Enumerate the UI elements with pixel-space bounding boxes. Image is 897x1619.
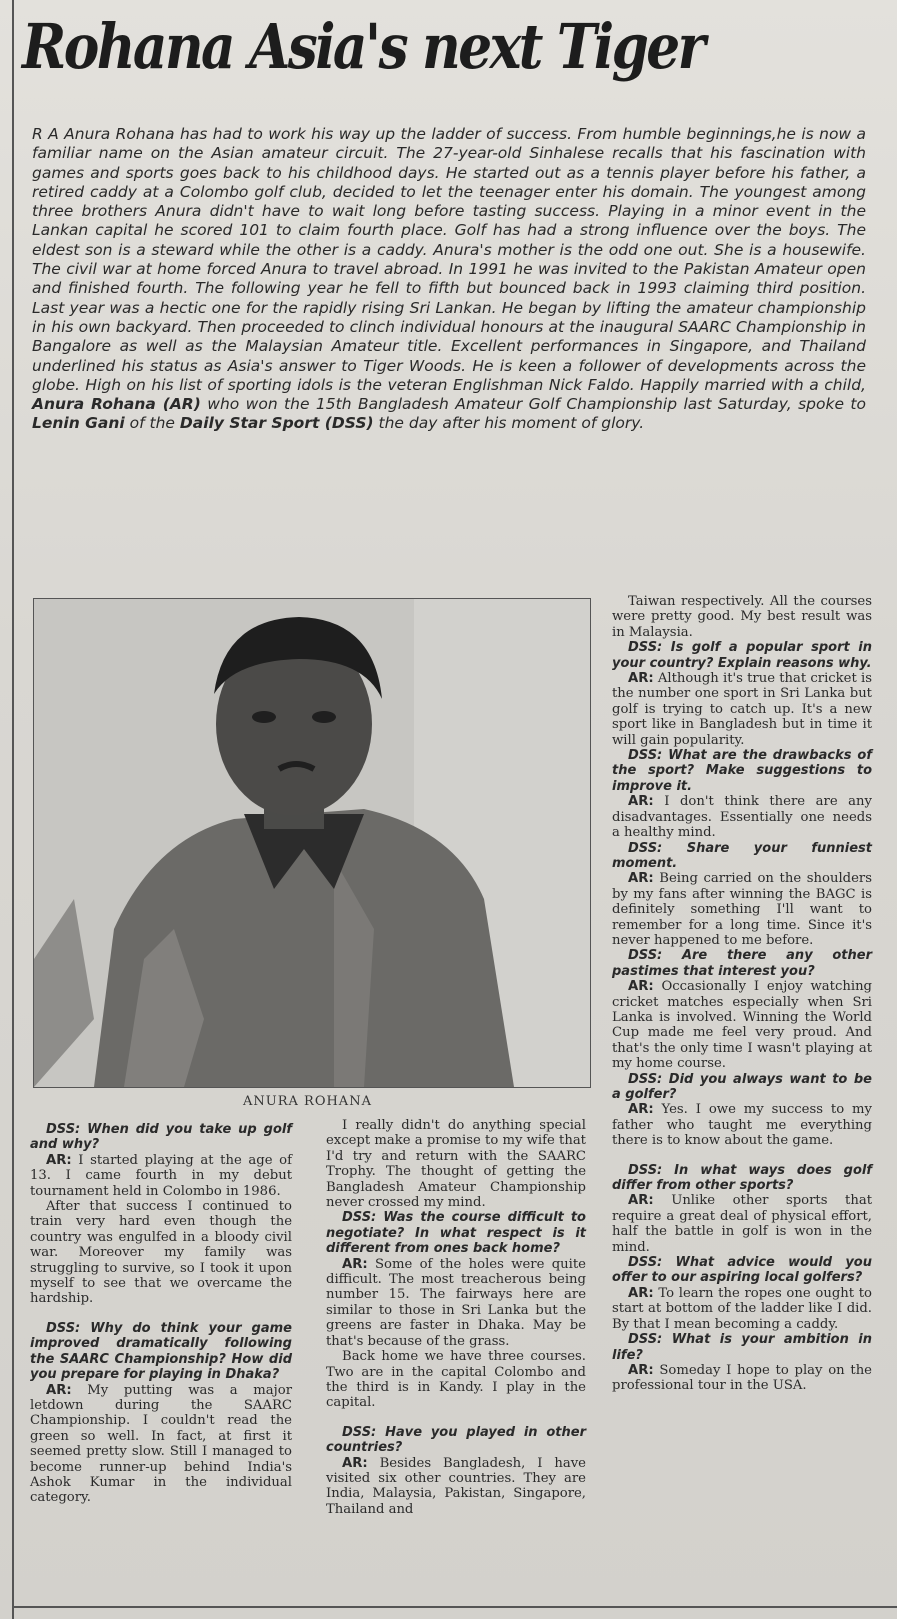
question: DSS: Are there any other pastimes that interest you? <box>612 948 872 979</box>
answer: AR: Someday I hope to play on the professional tour in the USA. <box>612 1362 872 1394</box>
question: DSS: Is golf a popular sport in your country? Explain reasons why. <box>612 640 872 671</box>
answer: AR: Occasionally I enjoy watching cricket matches especially when Sri Lanka is involved. Winning the World Cup made me feel very proud. And that's the only time I wasn't playing at my home course. <box>612 979 872 1072</box>
portrait-illustration <box>34 599 590 1087</box>
answer: AR: Being carried on the shoulders by my fans after winning the BAGC is definitely something I'll want to remember for a long time. Since it's never happened to me before. <box>612 871 872 948</box>
intro-paragraph: R A Anura Rohana has had to work his way up the ladder of success. From humble beginnings,he is now a familiar name on the Asian amateur circuit. The 27-year-old Sinhalese recalls that his fascination with games and sports goes back to his childhood days. He started out as a tennis player before his father, a retired caddy at a Colombo golf club, decided to let the teenager enter his domain. The youngest among three brothers Anura didn't have to wait long before tasting success. Playing in a minor event in the Lankan capital he scored 101 to claim fourth place. Golf has had a strong influence over the boys. The eldest son is a steward while the other is a caddy. Anura's mother is the odd one out. She is a housewife. The civil war at home forced Anura to travel abroad. In 1991 he was invited to the Pakistan Amateur open and finished fourth. The following year he fell to fifth but bounced back in 1993 claiming third position. Last year was a hectic one for the rapidly rising Sri Lankan. He began by lifting the amateur championship in his own backyard. Then proceeded to clinch individual honours at the inaugural SAARC Championship in Bangalore as well as the Malaysian Amateur title. Excellent performances in Singapore, and Thailand underlined his status as Asia's answer to Tiger Woods. He is keen a follower of developments across the globe. High on his list of sporting idols is the veteran Englishman Nick Faldo. Happily married with a child, Anura Rohana (AR) who won the 15th Bangladesh Amateur Golf Championship last Saturday, spoke to Lenin Gani of the Daily Star Sport (DSS) the day after his moment of glory. <box>32 125 866 433</box>
question: DSS: Why do think your game improved dramatically following the SAARC Championship? How did you prepare for playing in Dhaka? <box>30 1320 292 1383</box>
question: DSS: Was the course difficult to negotiate? In what respect is it different from ones back home? <box>326 1210 586 1257</box>
paragraph: Back home we have three courses. Two are in the capital Colombo and the third is in Kandy. I play in the capital. <box>326 1349 586 1411</box>
question: DSS: In what ways does golf differ from other sports? <box>612 1162 872 1194</box>
answer: AR: Besides Bangladesh, I have visited six other countries. They are India, Malaysia, Pakistan, Singapore, Thailand and <box>326 1455 586 1517</box>
bottom-rule <box>12 1606 897 1608</box>
article-column-1 <box>30 1122 292 1506</box>
question: DSS: What are the drawbacks of the sport? Make suggestions to improve it. <box>612 748 872 794</box>
article-column-3 <box>612 594 872 1394</box>
paragraph: After that success I continued to train very hard even though the country was engulfed in a bloody civil war. Moreover my family was struggling to survive, so I took it upon myself to see that we overcame the hardship. <box>30 1199 292 1307</box>
left-column-rule <box>12 0 14 1619</box>
answer: AR: To learn the ropes one ought to start at bottom of the ladder like I did. By that I mean becoming a caddy. <box>612 1285 872 1332</box>
article-column-2 <box>326 1118 586 1517</box>
photo-caption: ANURA ROHANA <box>243 1094 372 1109</box>
question: DSS: Have you played in other countries? <box>326 1424 586 1456</box>
answer: AR: I don't think there are any disadvantages. Essentially one needs a healthy mind. <box>612 794 872 841</box>
answer: AR: Although it's true that cricket is the number one sport in Sri Lanka but golf is trying to catch up. It's a new sport like in Bangladesh but in time it will gain popularity. <box>612 671 872 748</box>
question: DSS: When did you take up golf and why? <box>30 1122 292 1153</box>
portrait-photo <box>33 598 591 1088</box>
question: DSS: Share your funniest moment. <box>612 840 872 871</box>
question: DSS: What advice would you offer to our aspiring local golfers? <box>612 1255 872 1286</box>
question: DSS: Did you always want to be a golfer? <box>612 1071 872 1102</box>
answer: AR: Unlike other sports that require a great deal of physical effort, half the battle in golf is won in the mind. <box>612 1193 872 1255</box>
question: DSS: What is your ambition in life? <box>612 1332 872 1363</box>
headline: Rohana Asia's next Tiger <box>22 10 704 83</box>
paragraph: Taiwan respectively. All the courses were pretty good. My best result was in Malaysia. <box>612 594 872 640</box>
paragraph: I really didn't do anything special except make a promise to my wife that I'd try and return with the SAARC Trophy. The thought of getting the Bangladesh Amateur Championship never crossed my mind. <box>326 1118 586 1211</box>
answer: AR: Some of the holes were quite difficult. The most treacherous being number 15. The fairways here are similar to those in Sri Lanka but the greens are faster in Dhaka. May be that's because of the grass. <box>326 1256 586 1349</box>
answer: AR: Yes. I owe my success to my father who taught me everything there is to know about the game. <box>612 1102 872 1149</box>
answer: AR: My putting was a major letdown during the SAARC Championship. I couldn't read the green so well. In fact, at first it seemed pretty slow. Still I managed to become runner-up behind India's Ashok Kumar in the individual category. <box>30 1382 292 1506</box>
answer: AR: I started playing at the age of 13. I came fourth in my debut tournament held in Colombo in 1986. <box>30 1152 292 1199</box>
